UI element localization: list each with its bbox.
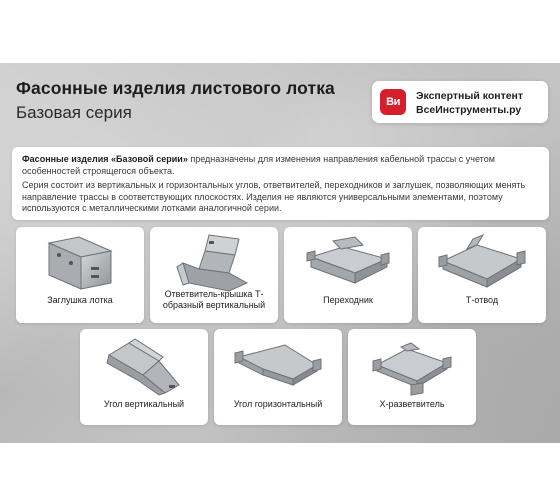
description-lead [22, 154, 539, 177]
expert-content-badge[interactable] [372, 81, 548, 123]
x-splitter-icon [367, 335, 457, 397]
badge-title: Экспертный контент [416, 90, 524, 102]
product-card-horizontal-angle[interactable] [214, 329, 342, 425]
product-card-t-branch[interactable] [418, 227, 546, 323]
vertical-angle-icon [99, 335, 189, 397]
page-subtitle: Базовая серия [16, 103, 132, 122]
product-label: Х-разветвитель [379, 399, 445, 409]
product-label: Ответвитель-крышка Т-образный вертикальный [162, 289, 266, 310]
tray-reducer-icon [303, 233, 393, 295]
product-card-x-splitter[interactable] [348, 329, 476, 425]
t-branch-icon [437, 233, 527, 295]
t-vertical-cover-icon [169, 233, 259, 295]
description-lead-rest: предназначены для изменения направления кабельной трассы с учетом особенностей строящегося объекта. [22, 154, 495, 176]
product-label: Угол вертикальный [103, 399, 185, 409]
page-title: Фасонные изделия листового лотка [16, 78, 335, 98]
horizontal-angle-icon [233, 335, 323, 397]
product-label: Переходник [323, 295, 373, 305]
product-card-end-cap[interactable] [16, 227, 144, 323]
brand-logo-icon: Ви [380, 89, 406, 115]
product-card-t-vertical-cover[interactable] [150, 227, 278, 323]
product-card-reducer[interactable] [284, 227, 412, 323]
banner [0, 63, 560, 443]
tray-end-cap-icon [35, 233, 125, 295]
product-label: Заглушка лотка [47, 295, 113, 305]
description-body: Серия состоит из вертикальных и горизонтальных углов, ответвителей, переходников и заглушек, позволяющих менять направление трассы в соответствующих плоскостях. Изделия не являются универсальными элементами, поэтому используются с металлическими лотками аналогичной серии. [22, 180, 526, 214]
product-label: Угол горизонтальный [233, 399, 323, 409]
description-lead-bold: Фасонные изделия «Базовой серии» [22, 154, 188, 164]
product-card-vertical-angle[interactable] [80, 329, 208, 425]
badge-brand: ВсеИнструменты.ру [416, 104, 522, 116]
product-label: Т-отвод [465, 295, 499, 305]
description-box [12, 147, 549, 220]
